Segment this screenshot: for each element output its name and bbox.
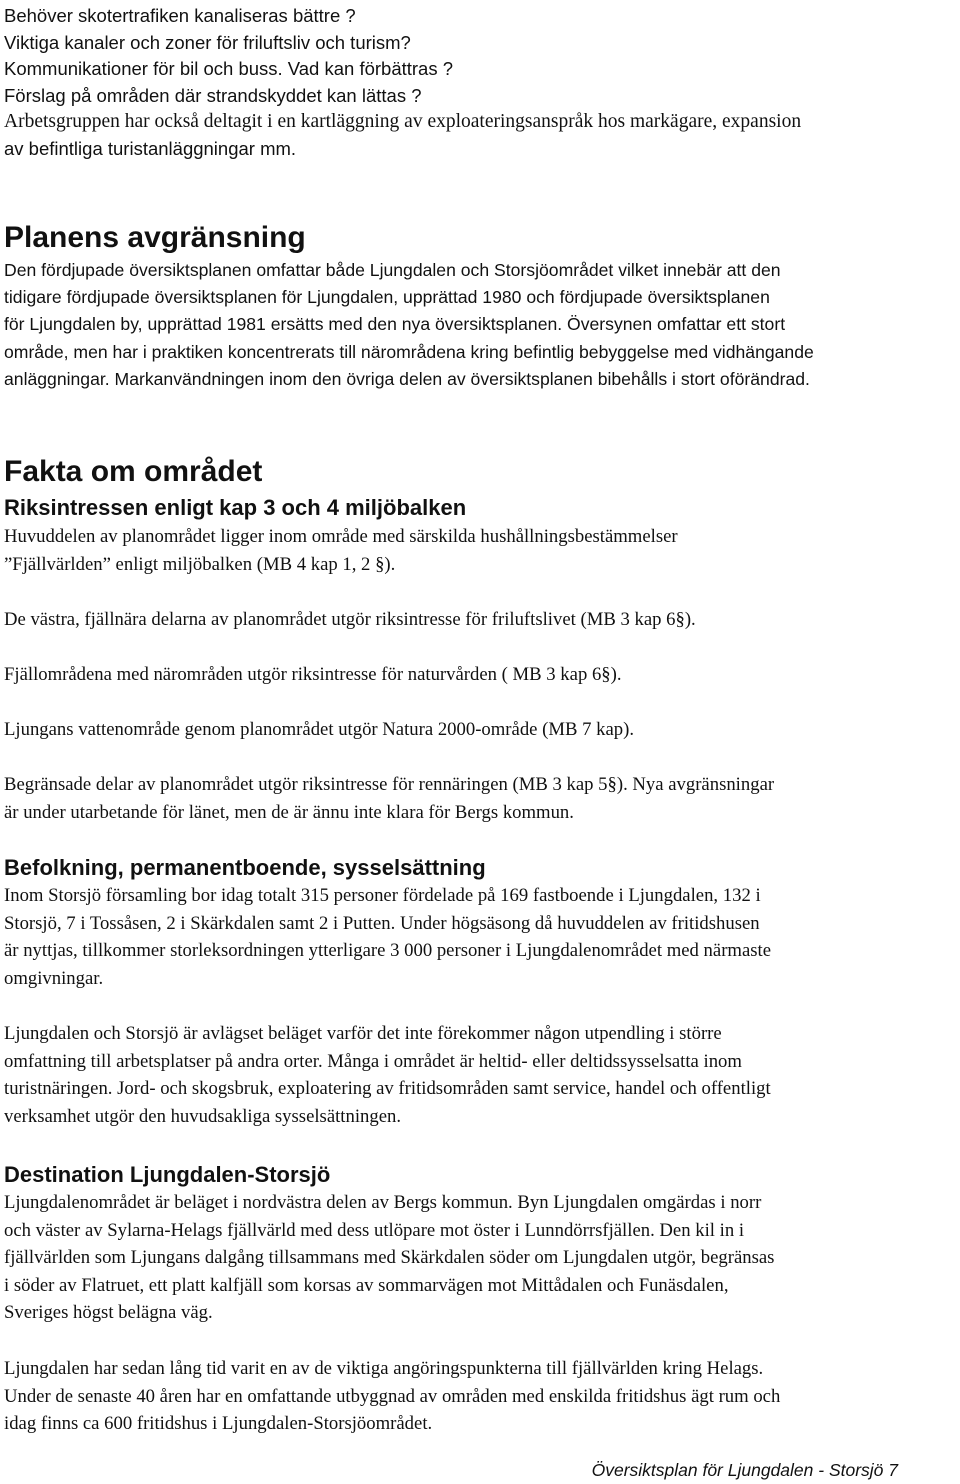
body-line: De västra, fjällnära delarna av planområdet utgör riksintresse för friluftslivet (MB 3 kap 6§). bbox=[4, 609, 696, 630]
intro-line: Viktiga kanaler och zoner för friluftsliv och turism? bbox=[4, 31, 411, 53]
fakta-paragraph bbox=[4, 606, 956, 634]
body-line: Under de senaste 40 åren har en omfattande utbyggnad av områden med enskilda fritidshus ägt rum och bbox=[4, 1385, 781, 1407]
body-line: Ljungans vattenområde genom planområdet utgör Natura 2000-område (MB 7 kap). bbox=[4, 719, 635, 740]
body-line: anläggningar. Markanvändningen inom den övriga delen av översiktsplanen bibehålls i stort oförändrad. bbox=[4, 368, 810, 389]
body-line: tidigare fördjupade översiktsplanen för Ljungdalen, upprättad 1980 och fördjupade översiktsplanen bbox=[4, 287, 770, 308]
fakta-paragraph bbox=[4, 661, 956, 689]
body-line: turistnäringen. Jord- och skogsbruk, exploatering av fritidsområden samt service, handel och offentligt bbox=[4, 1078, 771, 1100]
body-line: och väster av Sylarna-Helags fjällvärld med dess utlöpare mot öster i Lunndörrsfjällen. Den kil in i bbox=[4, 1219, 745, 1241]
body-line: i söder av Flatruet, ett platt kalfjäll som korsas av sommarvägen mot Mittådalen och Funäsdalen, bbox=[4, 1274, 729, 1296]
body-line: omgivningar. bbox=[4, 967, 104, 989]
body-line: Ljungdalen och Storsjö är avlägset beläget varför det inte förekommer någon utpendling i större bbox=[4, 1023, 722, 1044]
body-line: ”Fjällvärlden” enligt miljöbalken (MB 4 kap 1, 2 §). bbox=[4, 553, 396, 575]
body-line: Ljungdalen har sedan lång tid varit en av de viktiga angöringspunkterna till fjällvärlden kring Helags. bbox=[4, 1358, 764, 1379]
intro-line: Förslag på områden där strandskyddet kan lättas ? bbox=[4, 84, 422, 106]
heading-planens-avgransning: Planens avgränsning bbox=[4, 221, 306, 254]
intro-line: av befintliga turistanläggningar mm. bbox=[4, 137, 297, 159]
body-line: omfattning till arbetsplatser på andra orter. Många i området är heltid- eller deltidssysselsatta inom bbox=[4, 1050, 742, 1072]
befolkning-paragraph bbox=[4, 882, 956, 992]
body-line: Fjällområdena med närområden utgör riksintresse för naturvården ( MB 3 kap 6§). bbox=[4, 664, 622, 685]
body-line: fjällvärlden som Ljungans dalgång tillsammans med Skärkdalen söder om Ljungdalen utgör, begränsas bbox=[4, 1247, 775, 1269]
heading-fakta-om-omradet: Fakta om området bbox=[4, 455, 263, 488]
body-line: Den fördjupade översiktsplanen omfattar både Ljungdalen och Storsjöområdet vilket innebär att den bbox=[4, 260, 781, 280]
intro-line: Kommunikationer för bil och buss. Vad kan förbättras ? bbox=[4, 58, 454, 80]
befolkning-paragraph bbox=[4, 1020, 956, 1130]
planens-avgransning-body bbox=[4, 257, 956, 393]
page-footer: Översiktsplan för Ljungdalen - Storsjö 7 bbox=[591, 1460, 898, 1480]
body-line: Sveriges högst belägna väg. bbox=[4, 1302, 213, 1324]
fakta-paragraph bbox=[4, 716, 956, 744]
body-line: Storsjö, 7 i Tossåsen, 2 i Skärkdalen samt 2 i Putten. Under högsäsong då huvuddelen av fritidshusen bbox=[4, 912, 760, 934]
intro-line: Arbetsgruppen har också deltagit i en kartläggning av exploateringsanspråk hos markägare, expansion bbox=[4, 111, 802, 133]
fakta-paragraph bbox=[4, 771, 956, 826]
body-line: område, men har i praktiken koncentrerats till närområdena kring befintlig bebyggelse med vidhängande bbox=[4, 341, 814, 362]
destination-paragraph bbox=[4, 1355, 956, 1438]
destination-paragraph bbox=[4, 1189, 956, 1327]
intro-section bbox=[4, 0, 956, 163]
body-line: verksamhet utgör den huvudsakliga sysselsättningen. bbox=[4, 1105, 402, 1127]
body-line: är nyttjas, tillkommer storleksordningen ytterligare 3 000 personer i Ljungdalenområdet med närmaste bbox=[4, 940, 772, 962]
body-line: idag finns ca 600 fritidshus i Ljungdalen-Storsjöområdet. bbox=[4, 1413, 433, 1435]
fakta-paragraph bbox=[4, 523, 956, 578]
body-line: Huvuddelen av planområdet ligger inom område med särskilda hushållningsbestämmelser bbox=[4, 526, 678, 547]
body-line: Inom Storsjö församling bor idag totalt 315 personer fördelade på 169 fastboende i Ljungdalen, 132 i bbox=[4, 885, 761, 906]
body-line: Ljungdalenområdet är beläget i nordvästra delen av Bergs kommun. Byn Ljungdalen omgärdas i norr bbox=[4, 1192, 762, 1213]
body-line: är under utarbetande för länet, men de är ännu inte klara för Bergs kommun. bbox=[4, 801, 574, 823]
intro-line: Behöver skotertrafiken kanaliseras bättre ? bbox=[4, 5, 356, 26]
heading-befolkning: Befolkning, permanentboende, sysselsättning bbox=[4, 855, 486, 880]
subheading-riksintressen: Riksintressen enligt kap 3 och 4 miljöbalken bbox=[4, 495, 467, 520]
body-line: Begränsade delar av planområdet utgör riksintresse för rennäringen (MB 3 kap 5§). Nya avgränsningar bbox=[4, 774, 775, 795]
body-line: för Ljungdalen by, upprättad 1981 ersätts med den nya översiktsplanen. Översynen omfattar ett stort bbox=[4, 314, 786, 335]
heading-destination: Destination Ljungdalen-Storsjö bbox=[4, 1162, 331, 1187]
